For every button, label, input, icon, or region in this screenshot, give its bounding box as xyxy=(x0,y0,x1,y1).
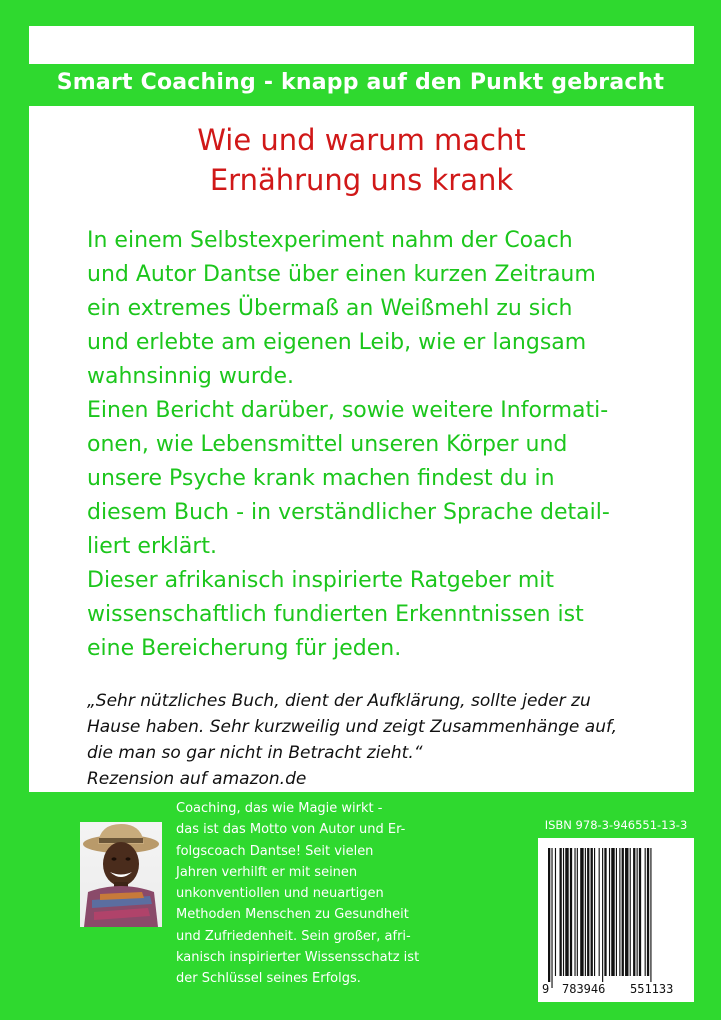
barcode-digit-first: 9 xyxy=(542,982,550,996)
main-text-panel xyxy=(29,106,694,792)
quote-line: die man so gar nicht in Betracht zieht.“ xyxy=(87,743,423,763)
barcode-bar xyxy=(611,848,614,976)
barcode-bar xyxy=(587,848,589,976)
barcode-bar xyxy=(633,848,635,976)
barcode-bar xyxy=(594,848,595,976)
text-line: In einem Selbstexperiment nahm der Coach xyxy=(87,228,573,253)
title-line-2: Ernährung uns krank xyxy=(209,163,514,197)
barcode-bar xyxy=(591,848,593,976)
text-line: unsere Psyche krank machen findest du in xyxy=(87,466,555,491)
author-portrait-icon xyxy=(80,822,162,927)
barcode-bar xyxy=(645,848,646,976)
barcode xyxy=(538,838,694,1002)
text-line: wissenschaftlich fundierten Erkenntnissen ist xyxy=(87,602,584,627)
quote-line: Hause haben. Sehr kurzweilig und zeigt Zusammenhänge auf, xyxy=(87,717,618,737)
text-line: und erlebte am eigenen Leib, wie er langsam xyxy=(87,330,587,355)
quote-source: Rezension auf amazon.de xyxy=(87,769,307,789)
bio-line: Coaching, das wie Magie wirkt - xyxy=(176,801,383,816)
barcode-bar xyxy=(585,848,586,976)
bio-line: Methoden Menschen zu Gesundheit xyxy=(176,907,409,923)
barcode-bar xyxy=(574,848,575,976)
text-line: Einen Bericht darüber, sowie weitere Informati- xyxy=(87,398,609,423)
barcode-bar xyxy=(647,848,649,976)
barcode-bar xyxy=(604,848,606,976)
author-photo xyxy=(80,822,162,927)
top-white-band xyxy=(29,26,694,64)
barcode-bar xyxy=(548,848,550,988)
barcode-bar xyxy=(551,848,552,988)
barcode-bar xyxy=(639,848,641,976)
bio-line: Jahren verhilft er mit seinen xyxy=(176,864,358,880)
barcode-bar xyxy=(565,848,568,976)
bio-line: folgscoach Dantse! Seit vielen xyxy=(176,843,374,859)
barcode-bar xyxy=(570,848,572,976)
barcode-bar xyxy=(616,848,617,976)
text-line: eine Bereicherung für jeden. xyxy=(87,636,402,661)
barcode-bar xyxy=(602,848,603,988)
barcode-digits-left: 783946 xyxy=(562,982,606,996)
text-line: liert erklärt. xyxy=(87,534,218,559)
isbn-label: ISBN 978-3-946551-13-3 xyxy=(544,818,688,832)
text-line: onen, wie Lebensmittel unseren Körper und xyxy=(87,432,568,457)
summary-paragraph xyxy=(87,564,647,666)
title-line-1: Wie und warum macht xyxy=(197,123,526,157)
barcode-bar xyxy=(577,848,578,976)
barcode-bar xyxy=(625,848,628,976)
barcode-bar xyxy=(630,848,631,976)
barcode-bar xyxy=(622,848,624,976)
text-line: Dieser afrikanisch inspirierte Ratgeber mit xyxy=(87,568,554,593)
description-paragraph xyxy=(87,224,647,564)
book-title xyxy=(29,120,694,200)
bio-line: und Zufriedenheit. Sein großer, afri- xyxy=(176,928,411,944)
barcode-bar xyxy=(580,848,583,976)
bio-line: der Schlüssel seines Erfolgs. xyxy=(176,971,361,987)
author-bio xyxy=(176,798,531,990)
bio-line: unkonventiollen und neuartigen xyxy=(176,886,384,902)
barcode-bar xyxy=(560,848,562,976)
barcode-bar xyxy=(563,848,564,976)
barcode-bar xyxy=(609,848,610,976)
series-banner: Smart Coaching - knapp auf den Punkt gebracht xyxy=(56,70,665,95)
quote-line: „Sehr nützliches Buch, dient der Aufklärung, sollte jeder zu xyxy=(87,691,591,711)
barcode-bar xyxy=(637,848,638,976)
barcode-bars xyxy=(538,838,694,1002)
barcode-bar xyxy=(650,848,651,988)
text-line: diesem Buch - in verständlicher Sprache detail- xyxy=(87,500,610,525)
barcode-bar xyxy=(619,848,620,976)
barcode-bar xyxy=(599,848,600,976)
bio-line: kanisch inspirierter Wissensschatz ist xyxy=(176,950,420,966)
text-line: ein extremes Übermaß an Weißmehl zu sich xyxy=(87,296,573,321)
bio-line: das ist das Motto von Autor und Er- xyxy=(176,822,406,838)
text-line: und Autor Dantse über einen kurzen Zeitraum xyxy=(87,262,596,287)
barcode-bar xyxy=(555,848,556,976)
text-line: wahnsinnig wurde. xyxy=(87,364,294,389)
barcode-digits-right: 551133 xyxy=(630,982,674,996)
barcode-digits xyxy=(538,982,694,998)
review-quote xyxy=(87,688,667,792)
